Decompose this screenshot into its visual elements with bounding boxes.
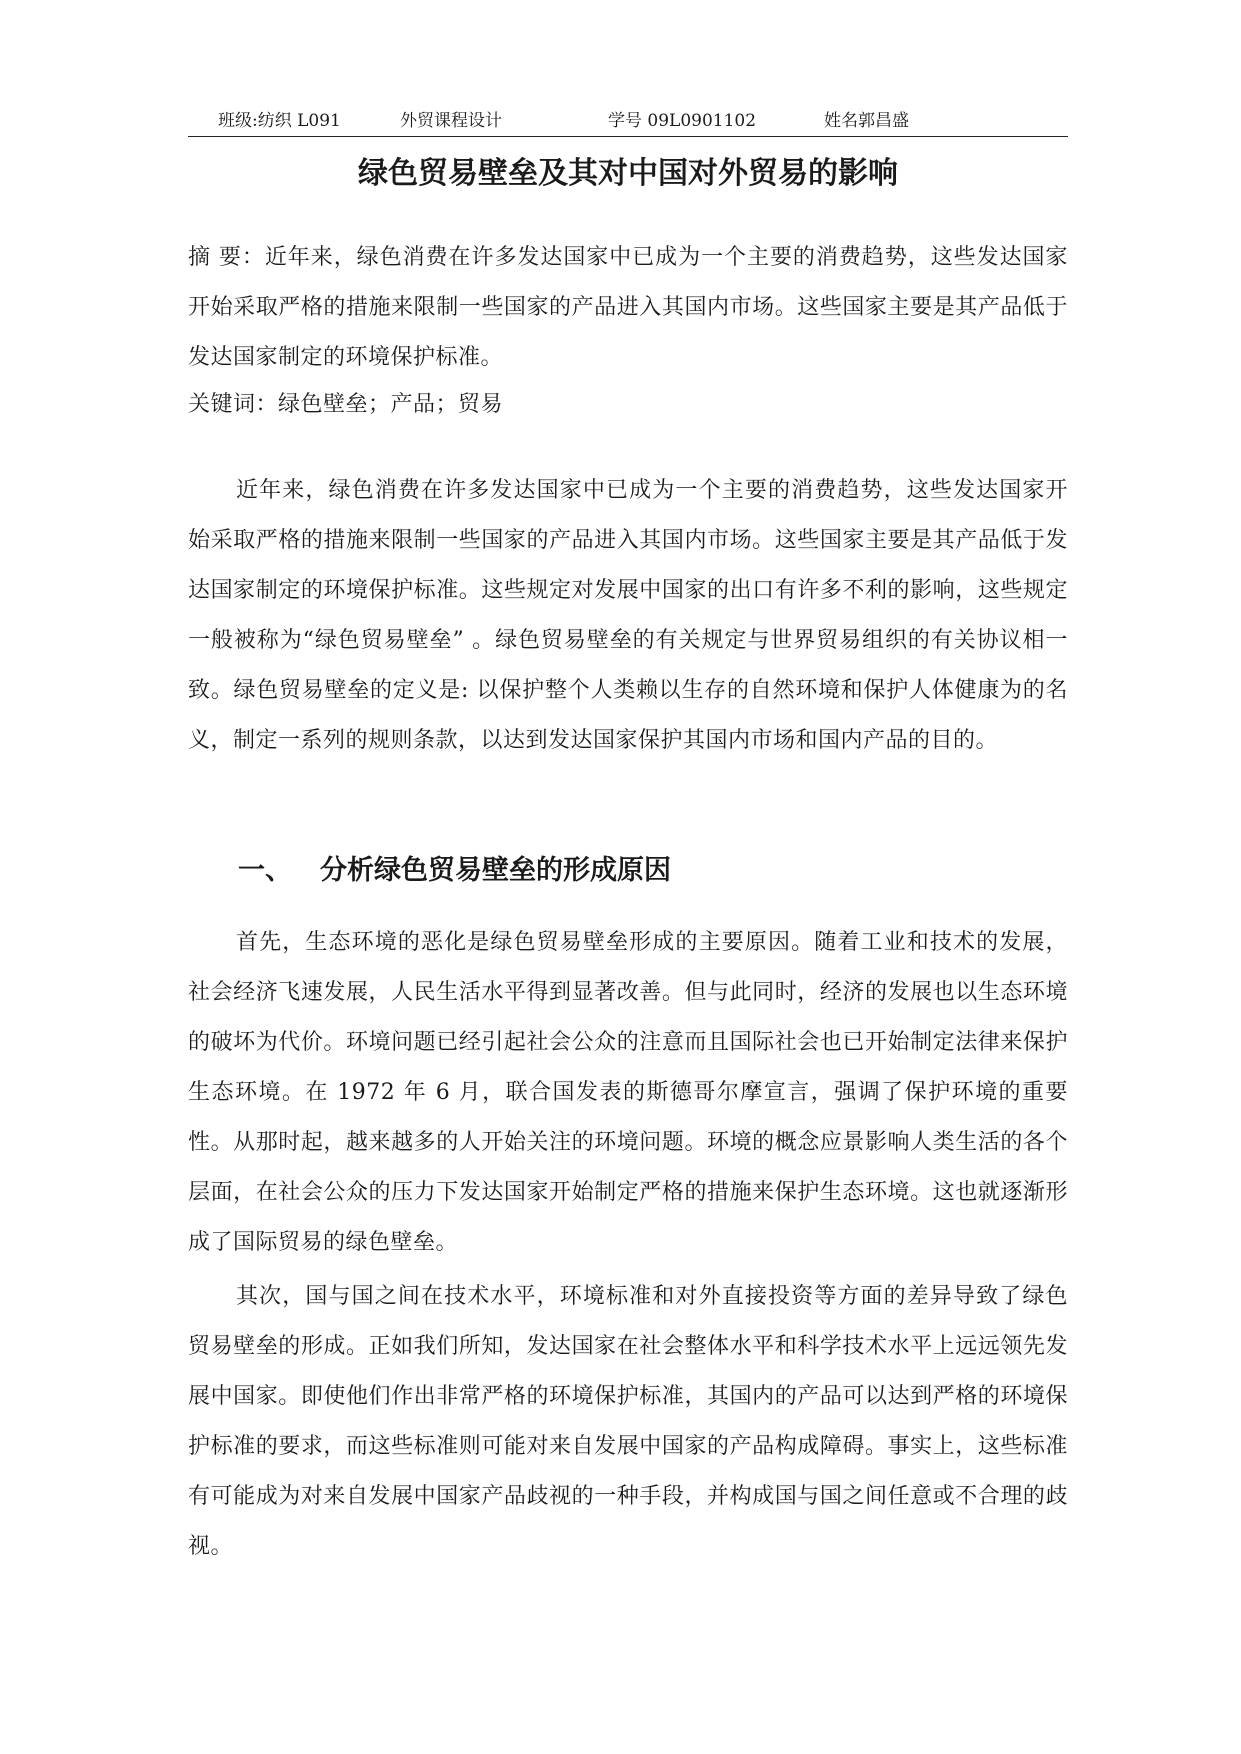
section-title: 分析绿色贸易壁垒的形成原因 [320, 855, 671, 886]
keywords: 关键词：绿色壁垒；产品；贸易 [188, 392, 504, 417]
body-paragraph: 首先，生态环境的恶化是绿色贸易壁垒形成的主要原因。随着工业和技术的发展，社会经济飞速发展，人民生活水平得到显著改善。但与此同时，经济的发展也以生态环境的破坏为代价。环境问题已经引起社会公众的注意而且国际社会也已开始制定法律来保护生态环境。在 1972 年 6 月，联合国发表的斯德哥尔摩宣言，强调了保护环境的重要性。从那时起，越来越多的人开始关注的环境问题。环境的概念应景影响人类生活的各个层面，在社会公众的压力下发达国家开始制定严格的措施来保护生态环境。这也就逐渐形成了国际贸易的绿色壁垒。 [188, 930, 1068, 1255]
abstract: 摘 要：近年来，绿色消费在许多发达国家中已成为一个主要的消费趋势，这些发达国家开始采取严格的措施来限制一些国家的产品进入其国内市场。这些国家主要是其产品低于发达国家制定的环境保护标准。 [188, 245, 1068, 370]
section-heading [238, 846, 671, 896]
header-student-name: 姓名郭昌盛 [824, 111, 909, 131]
header-class: 班级:纺织 L091 [218, 111, 341, 131]
body-paragraph: 其次，国与国之间在技术水平，环境标准和对外直接投资等方面的差异导致了绿色贸易壁垒的形成。正如我们所知，发达国家在社会整体水平和科学技术水平上远远领先发展中国家。即使他们作出非常严格的环境保护标准，其国内的产品可以达到严格的环境保护标准的要求，而这些标准则可能对来自发展中国家的产品构成障碍。事实上，这些标准有可能成为对来自发展中国家产品歧视的一种手段，并构成国与国之间任意或不合理的歧视。 [188, 1284, 1068, 1559]
intro-paragraph: 近年来，绿色消费在许多发达国家中已成为一个主要的消费趋势，这些发达国家开始采取严格的措施来限制一些国家的产品进入其国内市场。这些国家主要是其产品低于发达国家制定的环境保护标准。这些规定对发展中国家的出口有许多不利的影响，这些规定一般被称为“绿色贸易壁垒” 。绿色贸易壁垒的有关规定与世界贸易组织的有关协议相一致。绿色贸易壁垒的定义是: 以保护整个人类赖以生存的自然环境和保护人体健康为的名义，制定一系列的规则条款，以达到发达国家保护其国内市场和国内产品的目的。 [188, 478, 1068, 753]
section-number: 一、 [238, 855, 292, 886]
header-course: 外贸课程设计 [400, 111, 502, 131]
document-title: 绿色贸易壁垒及其对中国对外贸易的影响 [358, 156, 898, 191]
header-student-id: 学号 09L0901102 [608, 111, 757, 131]
page-header [188, 106, 1068, 137]
